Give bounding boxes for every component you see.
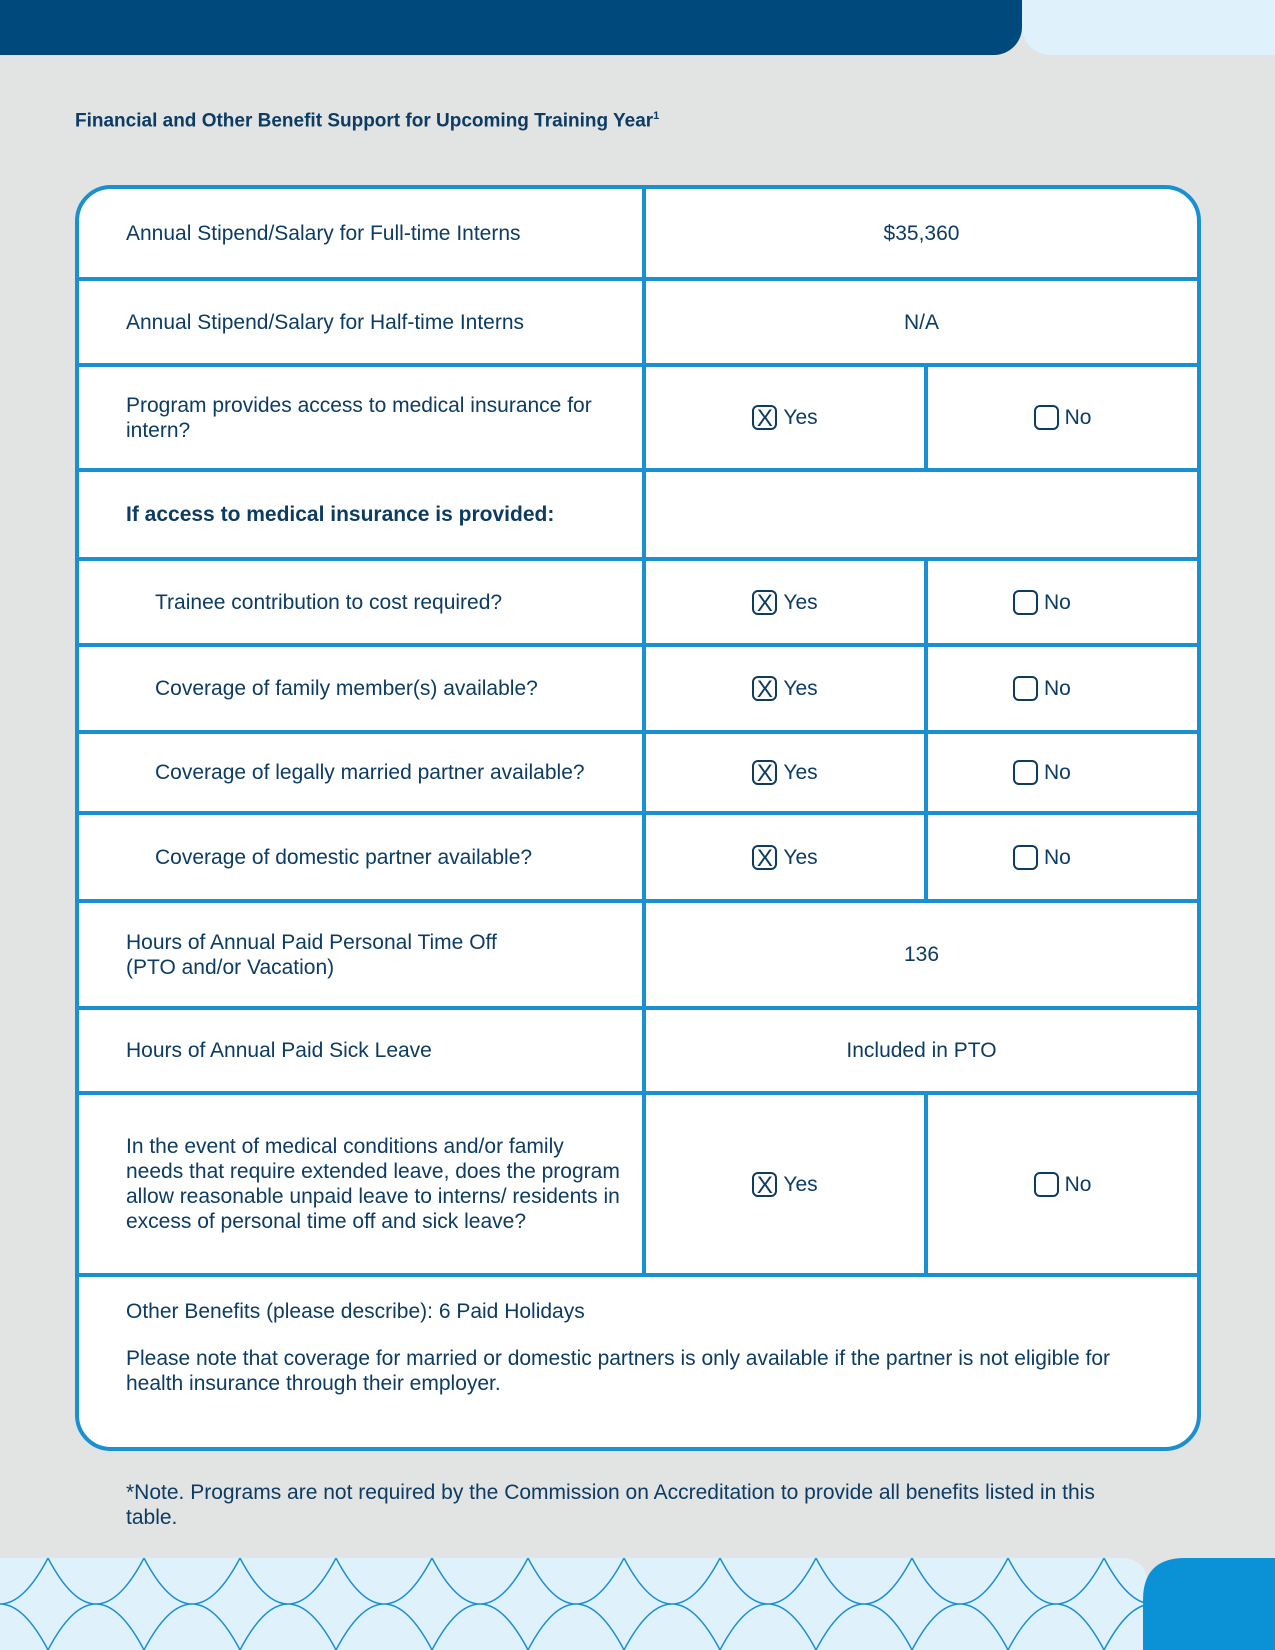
row-label-line-1: Hours of Annual Paid Personal Time Off	[126, 930, 497, 954]
no-option[interactable]	[1034, 405, 1092, 430]
no-cell	[924, 1095, 1197, 1273]
row-label: Coverage of domestic partner available?	[155, 845, 533, 869]
no-checkbox[interactable]	[1013, 590, 1038, 615]
other-benefits-text: Other Benefits (please describe): 6 Paid Holidays	[126, 1300, 585, 1323]
table-row-trainee-contribution	[79, 557, 1197, 643]
table-row-married-partner-coverage	[79, 730, 1197, 811]
table-row-full-time-stipend	[79, 189, 1197, 277]
yes-checkbox-checked[interactable]	[752, 676, 777, 701]
no-label: No	[1064, 1172, 1092, 1196]
table-row-pto-hours	[79, 899, 1197, 1006]
no-cell	[924, 815, 1197, 899]
no-cell	[924, 647, 1197, 730]
decorative-wave-pattern	[0, 1558, 1275, 1650]
table-row-extended-leave	[79, 1091, 1197, 1273]
no-option[interactable]	[1034, 1172, 1092, 1197]
yes-label: Yes	[783, 590, 818, 614]
yes-cell	[642, 734, 924, 811]
table-row-family-coverage	[79, 643, 1197, 730]
row-label	[79, 903, 642, 1006]
row-value: Included in PTO	[642, 1010, 1197, 1091]
row-value: $35,360	[642, 189, 1197, 277]
yes-cell	[642, 1095, 924, 1273]
no-cell	[924, 734, 1197, 811]
no-label: No	[1064, 406, 1092, 429]
footnote: *Note. Programs are not required by the Commission on Accreditation to provide all benefits listed in this table.	[126, 1481, 1095, 1529]
no-option[interactable]	[1013, 590, 1071, 615]
row-label: Trainee contribution to cost required?	[155, 590, 503, 614]
no-label: No	[1044, 677, 1071, 700]
row-label: Annual Stipend/Salary for Full-time Interns	[126, 221, 521, 245]
yes-label: Yes	[783, 677, 818, 700]
row-label: Annual Stipend/Salary for Half-time Interns	[126, 310, 525, 334]
yes-option[interactable]	[752, 405, 817, 430]
no-option[interactable]	[1013, 760, 1071, 785]
no-checkbox[interactable]	[1034, 405, 1059, 430]
row-value: N/A	[642, 281, 1197, 363]
yes-label: Yes	[783, 406, 818, 429]
table-row-half-time-stipend	[79, 277, 1197, 363]
no-option[interactable]	[1013, 845, 1071, 870]
row-value: 136	[642, 903, 1197, 1006]
yes-label: Yes	[783, 1172, 818, 1196]
row-label: In the event of medical conditions and/or family needs that require extended leave, does the program allow reasonable unpaid leave to interns/ residents in excess of personal time off and sick leave?	[126, 1135, 620, 1233]
table-row-if-access	[79, 468, 1197, 557]
yes-label: Yes	[783, 845, 818, 869]
page-title	[75, 110, 659, 132]
yes-option[interactable]	[752, 1172, 817, 1197]
yes-option[interactable]	[752, 676, 817, 701]
yes-checkbox-checked[interactable]	[752, 405, 777, 430]
yes-label: Yes	[783, 761, 818, 784]
row-label: Hours of Annual Paid Sick Leave	[126, 1039, 432, 1062]
yes-checkbox-checked[interactable]	[752, 1172, 777, 1197]
no-label: No	[1044, 590, 1071, 614]
partner-coverage-note: Please note that coverage for married or domestic partners is only available if the partner is not eligible for health insurance through their employer.	[126, 1347, 1111, 1395]
yes-checkbox-checked[interactable]	[752, 845, 777, 870]
no-cell	[924, 367, 1197, 468]
no-label: No	[1044, 761, 1071, 784]
yes-cell	[642, 561, 924, 643]
no-checkbox[interactable]	[1013, 760, 1038, 785]
yes-option[interactable]	[752, 590, 817, 615]
row-label: If access to medical insurance is provided:	[126, 503, 555, 526]
yes-option[interactable]	[752, 845, 817, 870]
no-cell	[924, 561, 1197, 643]
row-label: Program provides access to medical insurance for intern?	[126, 393, 592, 442]
table-row-other-benefits	[79, 1273, 1197, 1447]
yes-checkbox-checked[interactable]	[752, 760, 777, 785]
yes-cell	[642, 647, 924, 730]
table-row-domestic-partner-coverage	[79, 811, 1197, 899]
table-row-sick-leave	[79, 1006, 1197, 1091]
header-bar	[0, 0, 1022, 55]
yes-cell	[642, 367, 924, 468]
title-text: Financial and Other Benefit Support for Upcoming Training Year	[75, 110, 654, 132]
no-label: No	[1044, 845, 1071, 869]
other-benefits-cell	[79, 1277, 1197, 1447]
yes-checkbox-checked[interactable]	[752, 590, 777, 615]
table-row-medical-insurance	[79, 363, 1197, 468]
no-option[interactable]	[1013, 676, 1071, 701]
row-value-empty	[642, 472, 1197, 557]
no-checkbox[interactable]	[1013, 676, 1038, 701]
row-label-line-2: (PTO and/or Vacation)	[126, 955, 335, 979]
title-superscript: 1	[653, 110, 660, 122]
benefits-table	[75, 185, 1201, 1451]
yes-cell	[642, 815, 924, 899]
yes-option[interactable]	[752, 760, 817, 785]
row-label: Coverage of family member(s) available?	[155, 677, 538, 700]
no-checkbox[interactable]	[1034, 1172, 1059, 1197]
row-label: Coverage of legally married partner available?	[155, 761, 585, 784]
header-accent	[1022, 0, 1275, 55]
no-checkbox[interactable]	[1013, 845, 1038, 870]
